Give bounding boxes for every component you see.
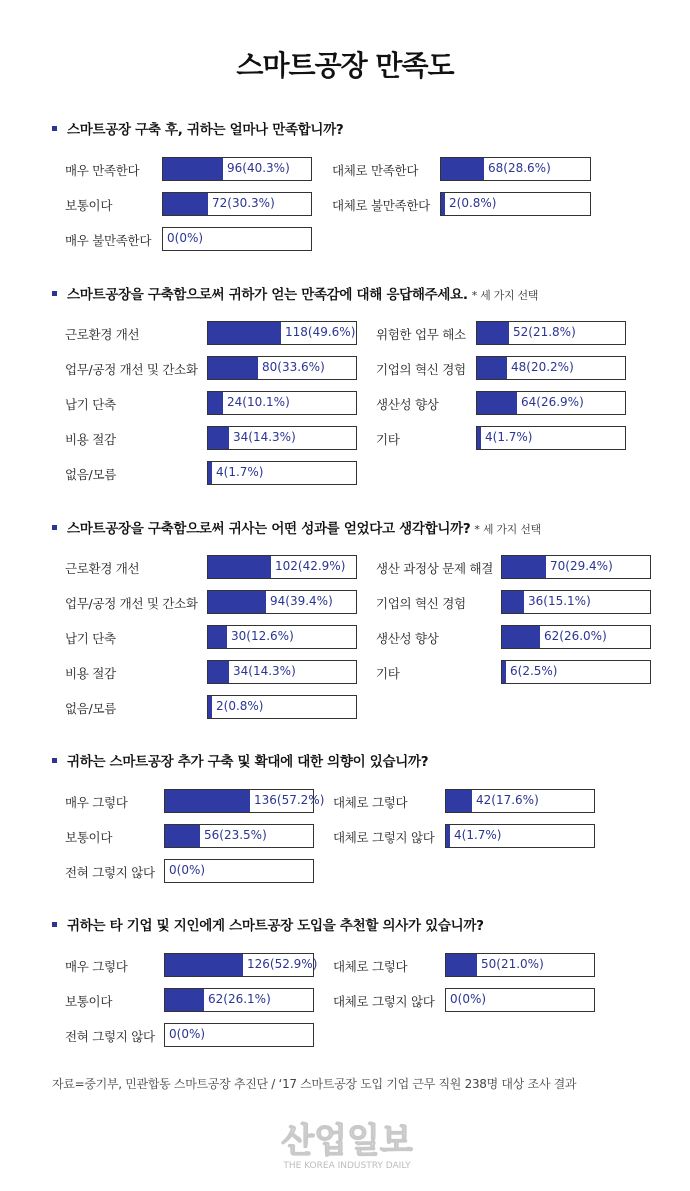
- bar-frame: [207, 660, 357, 684]
- bar-value-label: 64(26.9%): [521, 395, 584, 409]
- category-label: 매우 만족한다: [65, 163, 140, 178]
- bar-value-label: 136(57.2%): [254, 793, 325, 807]
- question-text: 귀하는 스마트공장 추가 구축 및 확대에 대한 의향이 있습니까?: [67, 754, 429, 770]
- question-title: [52, 750, 428, 770]
- bar: [477, 322, 509, 344]
- bar-value-label: 56(23.5%): [204, 828, 267, 842]
- category-label: 대체로 그렇다: [333, 795, 408, 810]
- bar-frame: [476, 426, 626, 450]
- bullet-icon: [52, 126, 57, 131]
- bar: [446, 954, 477, 976]
- bar-frame: [476, 321, 626, 345]
- source-note: 자료=중기부, 민관합동 스마트공장 추진단 / ‘17 스마트공장 도입 기업 근무 직원 238명 대상 조사 결과: [52, 1077, 577, 1091]
- bar: [208, 357, 258, 379]
- bar-frame: [440, 192, 591, 216]
- category-label: 대체로 그렇다: [333, 959, 408, 974]
- bar: [163, 158, 223, 180]
- question-title: [52, 118, 343, 138]
- bar: [165, 790, 250, 812]
- bar: [208, 462, 212, 484]
- bar-value-label: 102(42.9%): [275, 559, 346, 573]
- bar-frame: [207, 391, 357, 415]
- category-label: 비용 절감: [65, 666, 116, 681]
- category-label: 없음/모름: [65, 701, 117, 716]
- category-label: 대체로 그렇지 않다: [333, 830, 435, 845]
- category-label: 위험한 업무 해소: [376, 327, 466, 342]
- bar-value-label: 94(39.4%): [270, 594, 333, 608]
- bar: [502, 591, 524, 613]
- category-label: 보통이다: [65, 994, 113, 1009]
- category-label: 매우 그렇다: [65, 795, 128, 810]
- bar-value-label: 34(14.3%): [233, 430, 296, 444]
- bar-value-label: 62(26.1%): [208, 992, 271, 1006]
- category-label: 비용 절감: [65, 432, 116, 447]
- bar: [208, 696, 212, 718]
- bar-value-label: 6(2.5%): [510, 664, 558, 678]
- category-label: 근로환경 개선: [65, 561, 140, 576]
- bar-value-label: 50(21.0%): [481, 957, 544, 971]
- category-label: 업무/공정 개선 및 간소화: [65, 362, 198, 377]
- category-label: 업무/공정 개선 및 간소화: [65, 596, 198, 611]
- bar-frame: [164, 988, 314, 1012]
- bar-value-label: 72(30.3%): [212, 196, 275, 210]
- bar-frame: [207, 695, 357, 719]
- bar-value-label: 70(29.4%): [550, 559, 613, 573]
- question-title: [52, 914, 484, 934]
- bar-value-label: 52(21.8%): [513, 325, 576, 339]
- bar-frame: [207, 356, 357, 380]
- category-label: 기업의 혁신 경험: [376, 596, 466, 611]
- category-label: 보통이다: [65, 198, 113, 213]
- question-title: [52, 517, 541, 537]
- bar-frame: [440, 157, 591, 181]
- bar: [446, 790, 472, 812]
- bar-value-label: 4(1.7%): [216, 465, 264, 479]
- bar-frame: [501, 660, 651, 684]
- bar: [208, 392, 223, 414]
- category-label: 기타: [376, 666, 400, 681]
- question-text: 스마트공장을 구축함으로써 귀사는 어떤 성과를 얻었다고 생각합니까?: [67, 521, 471, 537]
- bar-value-label: 96(40.3%): [227, 161, 290, 175]
- bar-frame: [445, 988, 595, 1012]
- bar-value-label: 2(0.8%): [216, 699, 264, 713]
- category-label: 납기 단축: [65, 631, 116, 646]
- bar: [208, 556, 271, 578]
- logo-text: 산업일보: [281, 1121, 413, 1161]
- bar-value-label: 4(1.7%): [454, 828, 502, 842]
- bar-value-label: 0(0%): [450, 992, 487, 1006]
- category-label: 기타: [376, 432, 400, 447]
- bar-frame: [162, 227, 312, 251]
- category-label: 기업의 혁신 경험: [376, 362, 466, 377]
- bar-frame: [162, 157, 312, 181]
- bar: [163, 193, 208, 215]
- bar: [502, 626, 540, 648]
- bar-value-label: 42(17.6%): [476, 793, 539, 807]
- bar-value-label: 24(10.1%): [227, 395, 290, 409]
- bar: [446, 825, 450, 847]
- bar-value-label: 118(49.6%): [285, 325, 356, 339]
- category-label: 근로환경 개선: [65, 327, 140, 342]
- category-label: 매우 불만족한다: [65, 233, 152, 248]
- newspaper-logo: [262, 1118, 432, 1174]
- bar: [208, 626, 227, 648]
- bar-value-label: 0(0%): [169, 1027, 206, 1041]
- question-text: 귀하는 타 기업 및 지인에게 스마트공장 도입을 추천할 의사가 있습니까?: [67, 918, 484, 934]
- bar-frame: [207, 461, 357, 485]
- page-title: 스마트공장 만족도: [236, 49, 454, 82]
- bar: [208, 661, 229, 683]
- category-label: 생산성 향상: [376, 631, 439, 646]
- bar: [208, 322, 281, 344]
- category-label: 대체로 불만족한다: [332, 198, 430, 213]
- bar-value-label: 62(26.0%): [544, 629, 607, 643]
- bullet-icon: [52, 758, 57, 763]
- bar: [477, 357, 507, 379]
- bar-value-label: 4(1.7%): [485, 430, 533, 444]
- bar: [441, 158, 484, 180]
- category-label: 매우 그렇다: [65, 959, 128, 974]
- bar-value-label: 126(52.9%): [247, 957, 318, 971]
- category-label: 전혀 그렇지 않다: [65, 1029, 155, 1044]
- bar-frame: [476, 391, 626, 415]
- bar-value-label: 30(12.6%): [231, 629, 294, 643]
- bar: [441, 193, 445, 215]
- bar-frame: [162, 192, 312, 216]
- category-label: 생산성 향상: [376, 397, 439, 412]
- bullet-icon: [52, 525, 57, 530]
- bullet-icon: [52, 922, 57, 927]
- bar-frame: [207, 555, 357, 579]
- bar-frame: [501, 590, 651, 614]
- question-note: * 세 가지 선택: [471, 289, 539, 302]
- bar-frame: [164, 953, 318, 977]
- bar: [502, 556, 546, 578]
- bar: [502, 661, 506, 683]
- logo-subtext: THE KOREA INDUSTRY DAILY: [283, 1161, 411, 1171]
- bar-value-label: 0(0%): [169, 863, 206, 877]
- bar: [477, 392, 517, 414]
- category-label: 대체로 만족한다: [332, 163, 419, 178]
- bar-frame: [207, 590, 357, 614]
- question-title: [52, 283, 538, 303]
- bar-frame: [501, 625, 651, 649]
- bullet-icon: [52, 291, 57, 296]
- category-label: 보통이다: [65, 830, 113, 845]
- bar-frame: [164, 789, 325, 813]
- bar: [165, 954, 243, 976]
- bar-frame: [207, 321, 357, 345]
- category-label: 전혀 그렇지 않다: [65, 865, 155, 880]
- bar-frame: [501, 555, 651, 579]
- question-text: 스마트공장 구축 후, 귀하는 얼마나 만족합니까?: [67, 122, 344, 138]
- bar-frame: [164, 1023, 314, 1047]
- bar-value-label: 2(0.8%): [449, 196, 497, 210]
- question-text: 스마트공장을 구축함으로써 귀하가 얻는 만족감에 대해 응답해주세요.: [67, 287, 468, 303]
- bar: [477, 427, 481, 449]
- bar-value-label: 36(15.1%): [528, 594, 591, 608]
- bar-value-label: 34(14.3%): [233, 664, 296, 678]
- bar-value-label: 0(0%): [167, 231, 204, 245]
- bar-frame: [445, 953, 595, 977]
- bar-frame: [476, 356, 626, 380]
- bar: [208, 427, 229, 449]
- bar: [208, 591, 266, 613]
- bar-frame: [445, 824, 595, 848]
- category-label: 생산 과정상 문제 해결: [376, 561, 493, 576]
- category-label: 대체로 그렇지 않다: [333, 994, 435, 1009]
- bar-frame: [164, 824, 314, 848]
- question-note: * 세 가지 선택: [474, 523, 541, 536]
- bar-frame: [207, 625, 357, 649]
- bar-frame: [164, 859, 314, 883]
- bar-value-label: 80(33.6%): [262, 360, 325, 374]
- bar-frame: [445, 789, 595, 813]
- bar-frame: [207, 426, 357, 450]
- bar-value-label: 68(28.6%): [488, 161, 551, 175]
- bar: [165, 989, 204, 1011]
- bar-value-label: 48(20.2%): [511, 360, 574, 374]
- category-label: 없음/모름: [65, 467, 117, 482]
- category-label: 납기 단축: [65, 397, 116, 412]
- bar: [165, 825, 200, 847]
